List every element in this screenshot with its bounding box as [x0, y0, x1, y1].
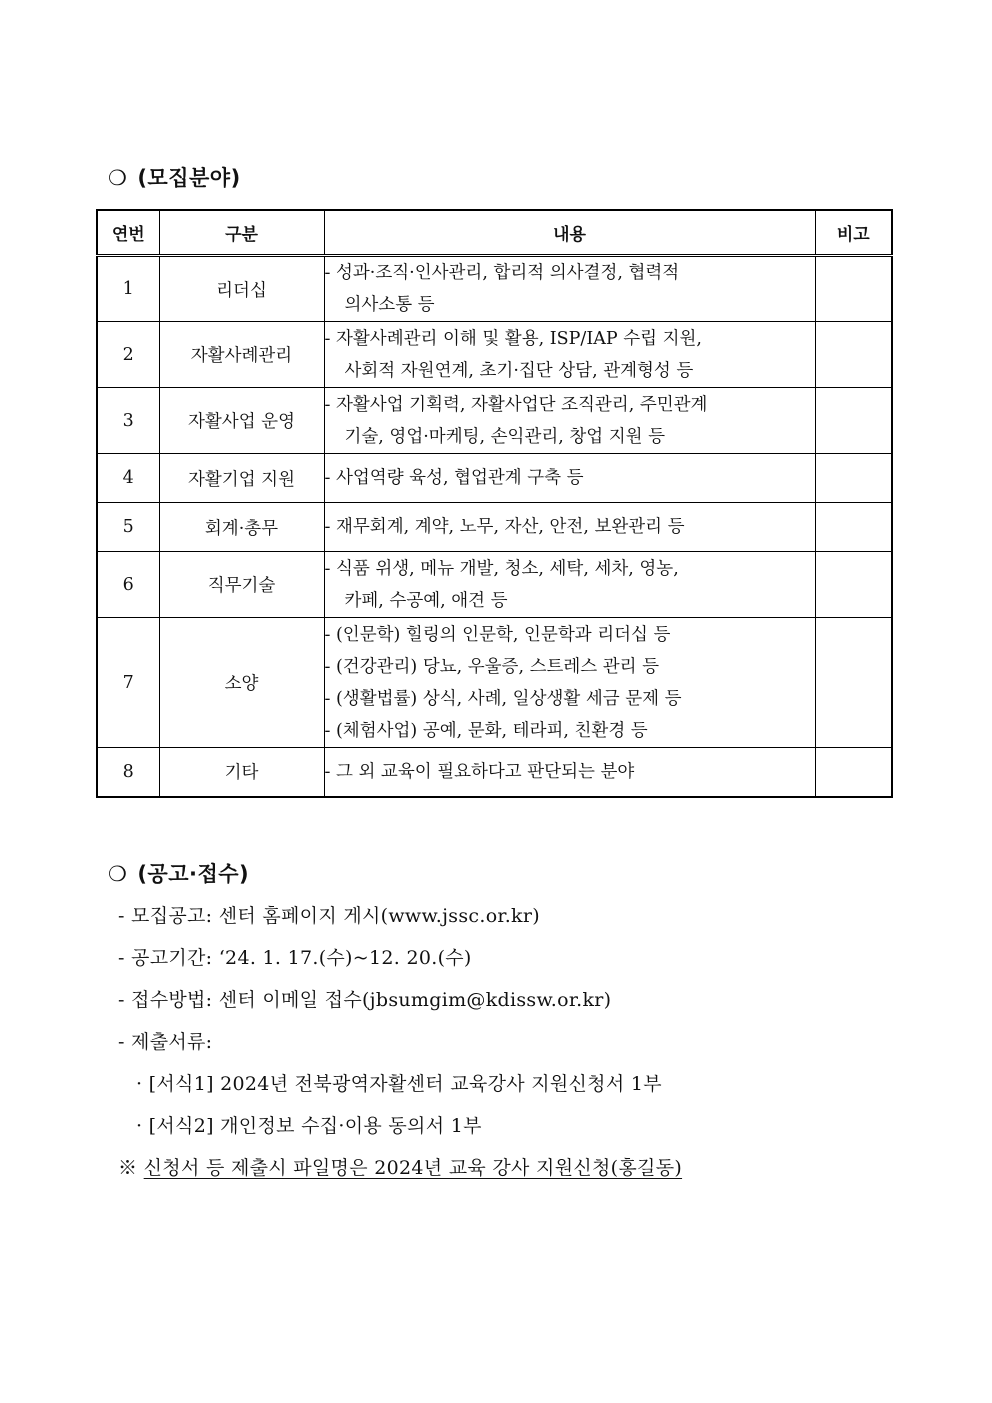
row-content	[324, 748, 815, 797]
content-line: - 자활사례관리 이해 및 활용, ISP/IAP 수립 지원,	[324, 328, 702, 349]
document-item: · [서식1] 2024년 전북광역자활센터 교육강사 지원신청서 1부	[136, 1073, 662, 1095]
table-row	[97, 748, 892, 797]
content-line: - (생활법률) 상식, 사례, 일상생활 세금 문제 등	[324, 688, 682, 709]
row-no: 3	[97, 388, 159, 454]
header-no: 연번	[97, 210, 159, 256]
reference-mark-icon: ※	[118, 1157, 138, 1179]
table-row	[97, 322, 892, 388]
row-no: 8	[97, 748, 159, 797]
section-heading-recruitment	[108, 162, 241, 192]
table-row	[97, 503, 892, 552]
content-line: - 사업역량 육성, 협업관계 구축 등	[324, 468, 584, 488]
row-category: 소양	[159, 618, 324, 748]
row-note	[815, 322, 892, 388]
content-line: - (체험사업) 공예, 문화, 테라피, 친환경 등	[324, 720, 648, 741]
row-category: 리더십	[159, 256, 324, 322]
row-no: 2	[97, 322, 159, 388]
header-note: 비고	[815, 210, 892, 256]
content-line: - (인문학) 힐링의 인문학, 인문학과 리더십 등	[324, 624, 671, 645]
row-content	[324, 256, 815, 322]
header-content: 내용	[324, 210, 815, 256]
row-category: 기타	[159, 748, 324, 797]
info-period-line: - 공고기간: ‘24. 1. 17.(수)~12. 20.(수)	[118, 947, 472, 969]
info-documents-line: - 제출서류:	[118, 1031, 213, 1053]
table-row	[97, 618, 892, 748]
section-title: (공고·접수)	[137, 862, 250, 886]
content-line: - 그 외 교육이 필요하다고 판단되는 분야	[324, 761, 635, 782]
row-content	[324, 503, 815, 552]
row-note	[815, 618, 892, 748]
row-content	[324, 552, 815, 618]
table-header-row	[97, 210, 892, 256]
row-content	[324, 322, 815, 388]
row-note	[815, 748, 892, 797]
row-category: 자활사업 운영	[159, 388, 324, 454]
filename-note-text: 신청서 등 제출시 파일명은 2024년 교육 강사 지원신청(홍길동)	[143, 1157, 683, 1179]
header-category: 구분	[159, 210, 324, 256]
circle-bullet-icon: ❍	[108, 166, 128, 190]
content-line: 의사소통 등	[344, 295, 435, 315]
row-content	[324, 454, 815, 503]
row-content	[324, 618, 815, 748]
section-heading-notice	[108, 858, 249, 888]
row-note	[815, 503, 892, 552]
row-category: 직무기술	[159, 552, 324, 618]
row-category: 자활기업 지원	[159, 454, 324, 503]
row-no: 1	[97, 256, 159, 322]
row-no: 7	[97, 618, 159, 748]
content-line: - (건강관리) 당뇨, 우울증, 스트레스 관리 등	[324, 656, 660, 677]
content-line: 카페, 수공예, 애견 등	[344, 590, 508, 611]
content-line: - 자활사업 기획력, 자활사업단 조직관리, 주민관계	[324, 394, 708, 415]
table-row	[97, 454, 892, 503]
info-method-line: - 접수방법: 센터 이메일 접수(jbsumgim@kdissw.or.kr)	[118, 989, 612, 1011]
row-no: 6	[97, 552, 159, 618]
circle-bullet-icon: ❍	[108, 862, 128, 886]
row-no: 4	[97, 454, 159, 503]
info-notice-line: - 모집공고: 센터 홈페이지 게시(www.jssc.or.kr)	[118, 905, 540, 927]
row-note	[815, 256, 892, 322]
filename-note	[118, 1153, 682, 1180]
table-row	[97, 388, 892, 454]
row-category: 회계·총무	[159, 503, 324, 552]
content-line: 사회적 자원연계, 초기·집단 상담, 관계형성 등	[344, 360, 694, 381]
row-category: 자활사례관리	[159, 322, 324, 388]
recruitment-table	[96, 209, 893, 798]
row-content	[324, 388, 815, 454]
content-line: - 성과·조직·인사관리, 합리적 의사결정, 협력적	[324, 263, 680, 283]
row-note	[815, 388, 892, 454]
row-no: 5	[97, 503, 159, 552]
document-item: · [서식2] 개인정보 수집·이용 동의서 1부	[136, 1115, 482, 1137]
content-line: - 식품 위생, 메뉴 개발, 청소, 세탁, 세차, 영농,	[324, 558, 679, 579]
table-row	[97, 552, 892, 618]
table-row	[97, 256, 892, 322]
row-note	[815, 454, 892, 503]
section-title: (모집분야)	[137, 166, 241, 190]
content-line: - 재무회계, 계약, 노무, 자산, 안전, 보완관리 등	[324, 517, 685, 537]
content-line: 기술, 영업·마케팅, 손익관리, 창업 지원 등	[344, 426, 666, 447]
row-note	[815, 552, 892, 618]
